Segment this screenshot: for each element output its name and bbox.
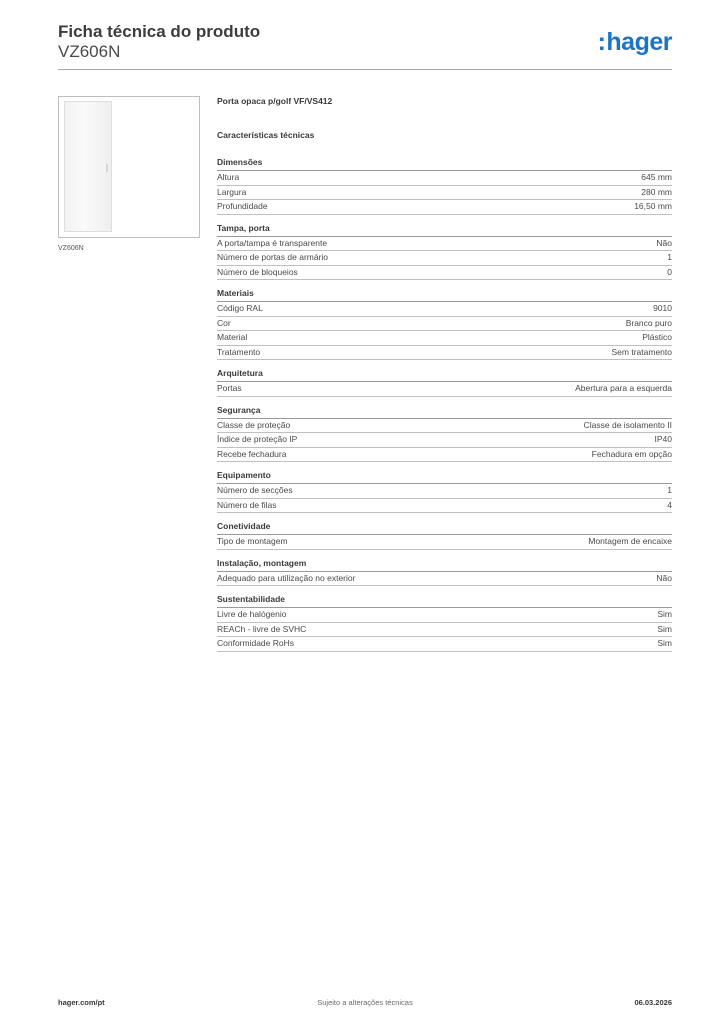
spec-label: Número de portas de armário: [217, 252, 329, 262]
spec-row: [217, 317, 672, 332]
spec-row: [217, 382, 672, 397]
spec-row: [217, 572, 672, 587]
product-code: VZ606N: [58, 42, 121, 61]
spec-row: [217, 433, 672, 448]
page-footer: [58, 998, 672, 1010]
section-title: Dimensões: [217, 157, 672, 171]
spec-value: Sem tratamento: [611, 346, 672, 357]
spec-value: Sim: [657, 638, 672, 648]
spec-value: Plástico: [642, 332, 672, 342]
spec-value: Montagem de encaixe: [588, 536, 672, 546]
spec-value: 9010: [653, 303, 672, 313]
spec-label: Livre de halógenio: [217, 609, 287, 619]
footer-website-link[interactable]: hager.com/pt: [58, 998, 105, 1007]
spec-row: [217, 623, 672, 638]
product-name: Porta opaca p/golf VF/VS412: [217, 96, 333, 106]
spec-label: Número de filas: [217, 499, 277, 510]
page-header: [58, 22, 672, 70]
spec-value: Sim: [657, 623, 672, 634]
spec-label: Índice de proteção IP: [217, 434, 298, 444]
spec-value: 16,50 mm: [634, 201, 672, 211]
spec-value: 1: [667, 485, 672, 495]
spec-label: Número de secções: [217, 485, 293, 495]
spec-section: [217, 223, 672, 281]
spec-label: Tipo de montagem: [217, 536, 288, 546]
spec-label: Largura: [217, 186, 247, 197]
spec-row: [217, 171, 672, 186]
spec-row: [217, 186, 672, 201]
spec-section: [217, 157, 672, 215]
spec-row: [217, 535, 672, 550]
spec-label: Profundidade: [217, 201, 268, 211]
section-title: Segurança: [217, 405, 672, 419]
spec-section: [217, 470, 672, 513]
product-image: [58, 96, 200, 238]
spec-row: [217, 499, 672, 514]
spec-row: [217, 637, 672, 652]
spec-section: [217, 405, 672, 463]
page-title: Ficha técnica do produto: [58, 22, 261, 41]
spec-row: [217, 251, 672, 266]
spec-section: [217, 368, 672, 397]
spec-row: [217, 608, 672, 623]
spec-row: [217, 200, 672, 215]
spec-label: Adequado para utilização no exterior: [217, 572, 356, 583]
spec-label: Número de bloqueios: [217, 266, 298, 277]
product-image-caption: VZ606N: [58, 245, 84, 252]
spec-row: [217, 484, 672, 499]
technical-characteristics-title: Características técnicas: [217, 130, 315, 140]
logo-colon-icon: :: [597, 28, 606, 56]
section-title: Instalação, montagem: [217, 558, 672, 572]
spec-value: Abertura para a esquerda: [575, 383, 672, 393]
spec-value: 280 mm: [641, 186, 672, 197]
spec-label: Material: [217, 332, 248, 342]
spec-row: [217, 237, 672, 252]
spec-section: [217, 521, 672, 550]
spec-label: Recebe fechadura: [217, 448, 287, 459]
spec-value: 1: [667, 252, 672, 262]
spec-label: Código RAL: [217, 303, 263, 313]
spec-label: Conformidade RoHs: [217, 638, 295, 648]
spec-section: [217, 288, 672, 360]
spec-section: [217, 558, 672, 587]
spec-label: A porta/tampa é transparente: [217, 237, 328, 248]
spec-value: Fechadura em opção: [591, 448, 672, 459]
section-title: Sustentabilidade: [217, 594, 672, 608]
spec-value: Classe de isolamento II: [583, 419, 672, 430]
section-title: Tampa, porta: [217, 223, 672, 237]
spec-label: Classe de proteção: [217, 419, 291, 430]
spec-section: [217, 594, 672, 652]
spec-label: Altura: [217, 172, 240, 182]
section-title: Arquitetura: [217, 368, 672, 382]
spec-label: Tratamento: [217, 346, 261, 357]
spec-value: Sim: [657, 609, 672, 619]
spec-label: REACh - livre de SVHC: [217, 623, 307, 634]
spec-row: [217, 448, 672, 463]
spec-value: 0: [667, 266, 672, 277]
hager-logo[interactable]: [598, 28, 672, 57]
door-panel-icon: [64, 101, 112, 232]
spec-row: [217, 346, 672, 361]
logo-text: hager: [606, 28, 672, 56]
spec-row: [217, 419, 672, 434]
section-title: Materiais: [217, 288, 672, 302]
spec-value: 4: [667, 499, 672, 510]
spec-content: [217, 96, 672, 660]
spec-row: [217, 302, 672, 317]
header-divider: [58, 69, 672, 70]
door-handle-icon: [106, 164, 108, 172]
spec-value: Não: [656, 237, 672, 248]
spec-value: IP40: [654, 434, 672, 444]
footer-date: 06.03.2026: [634, 998, 672, 1007]
spec-value: Não: [656, 572, 672, 583]
spec-row: [217, 331, 672, 346]
footer-note: Sujeito a alterações técnicas: [317, 998, 413, 1007]
section-title: Conetividade: [217, 521, 672, 535]
spec-value: Branco puro: [625, 317, 672, 328]
spec-sections: [217, 157, 672, 652]
spec-row: [217, 266, 672, 281]
spec-label: Cor: [217, 317, 231, 328]
spec-label: Portas: [217, 383, 242, 393]
spec-value: 645 mm: [641, 172, 672, 182]
section-title: Equipamento: [217, 470, 672, 484]
